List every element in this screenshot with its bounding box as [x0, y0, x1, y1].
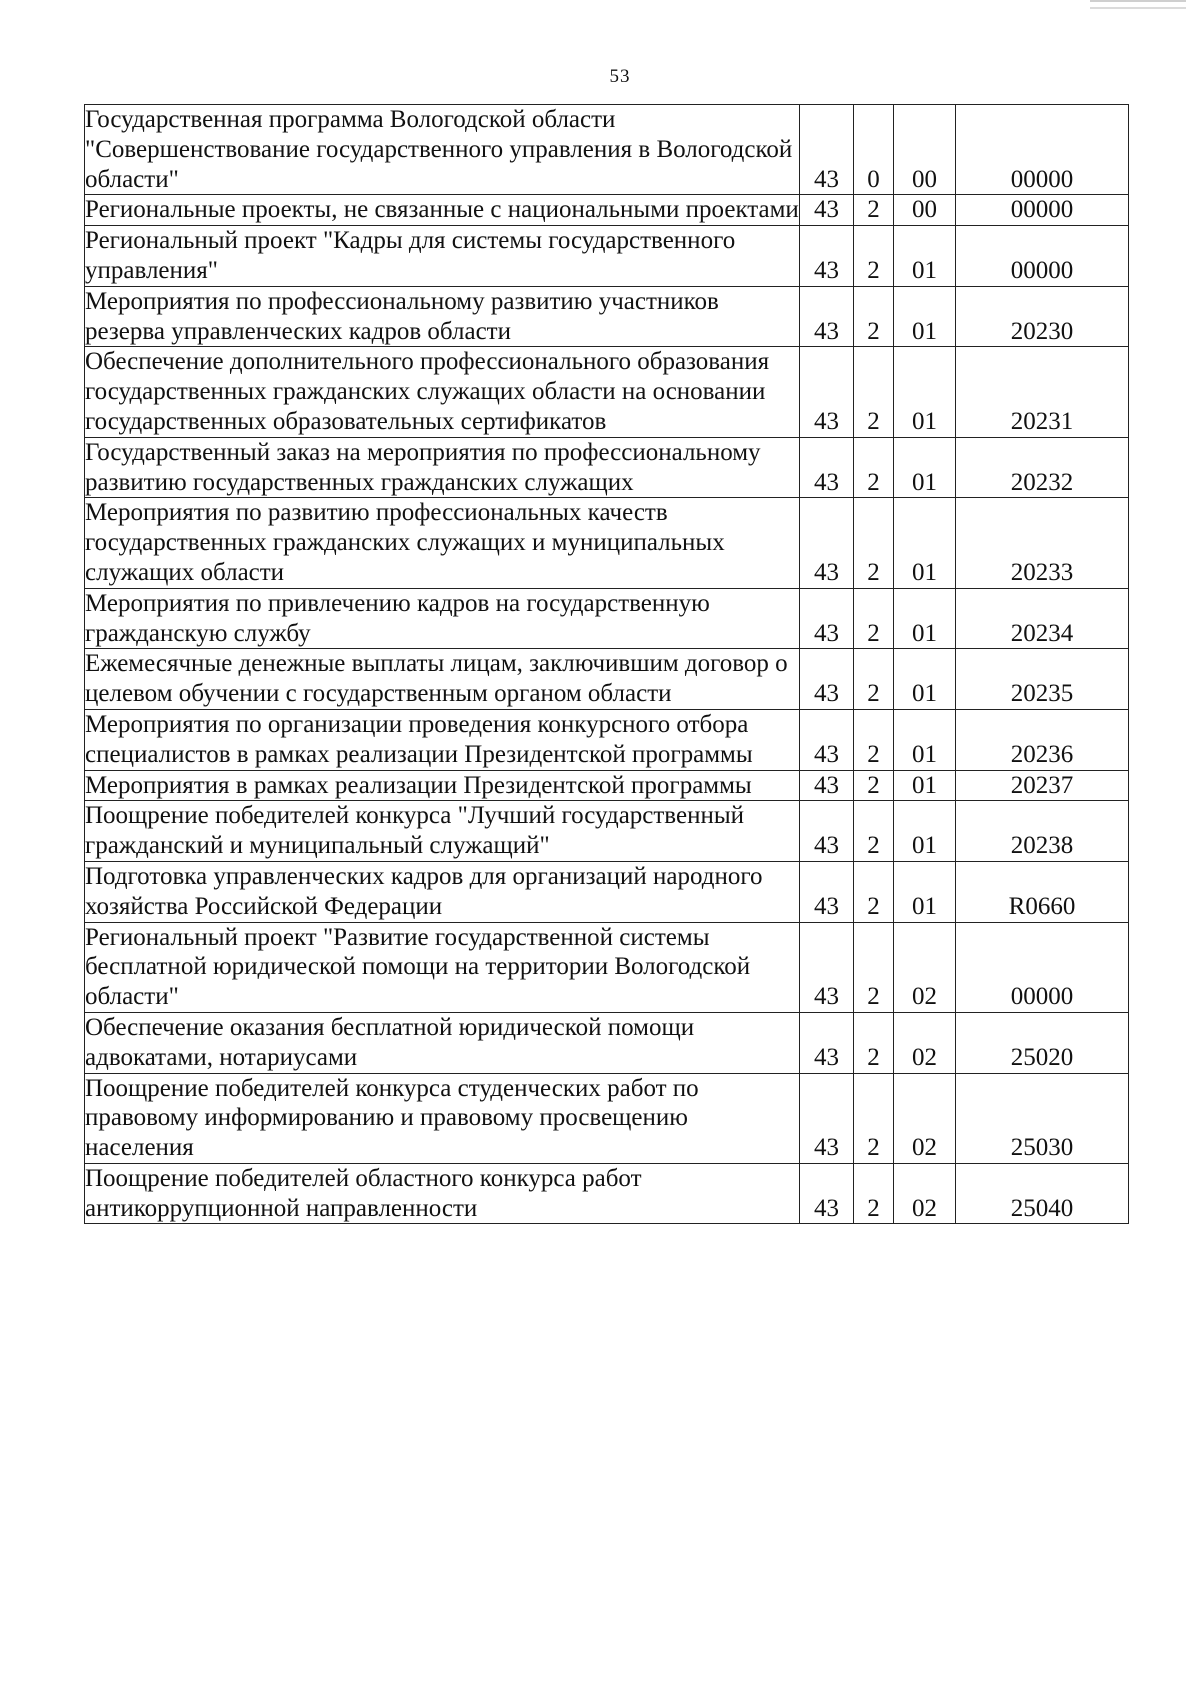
- code-cell-4: 20237: [956, 770, 1129, 801]
- table-row: [85, 498, 1129, 588]
- row-name-cell: Мероприятия по организации проведения конкурсного отбора специалистов в рамках реализации Президентской программы: [85, 709, 800, 770]
- row-name-cell: Обеспечение дополнительного профессионального образования государственных гражданских служащих области на основании государственных образовательных сертификатов: [85, 347, 800, 437]
- budget-code-table: [84, 104, 1129, 1224]
- code-cell-1: 43: [800, 801, 854, 862]
- code-cell-2: 2: [854, 588, 894, 649]
- row-name-cell: Подготовка управленческих кадров для организаций народного хозяйства Российской Федерации: [85, 861, 800, 922]
- code-cell-3: 02: [894, 1163, 956, 1224]
- code-cell-4: 00000: [956, 195, 1129, 226]
- code-cell-3: 02: [894, 1073, 956, 1163]
- table-row: [85, 1163, 1129, 1224]
- table-row: [85, 105, 1129, 195]
- code-cell-1: 43: [800, 1163, 854, 1224]
- code-cell-4: 00000: [956, 105, 1129, 195]
- code-cell-4: 20230: [956, 286, 1129, 347]
- code-cell-4: 25030: [956, 1073, 1129, 1163]
- code-cell-4: 20236: [956, 709, 1129, 770]
- row-name-cell: Государственный заказ на мероприятия по профессиональному развитию государственных гражданских служащих: [85, 437, 800, 498]
- row-name-cell: Региональный проект "Развитие государственной системы бесплатной юридической помощи на территории Вологодской области": [85, 922, 800, 1012]
- code-cell-1: 43: [800, 437, 854, 498]
- code-cell-2: 2: [854, 1073, 894, 1163]
- code-cell-3: 01: [894, 437, 956, 498]
- code-cell-4: 00000: [956, 226, 1129, 287]
- code-cell-1: 43: [800, 588, 854, 649]
- code-cell-4: 20235: [956, 649, 1129, 710]
- code-cell-3: 01: [894, 649, 956, 710]
- page-number: 53: [609, 66, 631, 87]
- table-row: [85, 195, 1129, 226]
- row-name-cell: Мероприятия по профессиональному развитию участников резерва управленческих кадров области: [85, 286, 800, 347]
- code-cell-2: 2: [854, 801, 894, 862]
- code-cell-3: 01: [894, 801, 956, 862]
- code-cell-2: 2: [854, 1012, 894, 1073]
- code-cell-2: 2: [854, 922, 894, 1012]
- code-cell-4: 20238: [956, 801, 1129, 862]
- row-name-cell: Поощрение победителей конкурса "Лучший государственный гражданский и муниципальный служащий": [85, 801, 800, 862]
- row-name-cell: Мероприятия по развитию профессиональных качеств государственных гражданских служащих и муниципальных служащих области: [85, 498, 800, 588]
- row-name-cell: Обеспечение оказания бесплатной юридической помощи адвокатами, нотариусами: [85, 1012, 800, 1073]
- code-cell-1: 43: [800, 286, 854, 347]
- code-cell-4: R0660: [956, 861, 1129, 922]
- code-cell-3: 00: [894, 195, 956, 226]
- table-row: [85, 1012, 1129, 1073]
- code-cell-4: 25040: [956, 1163, 1129, 1224]
- code-cell-4: 20232: [956, 437, 1129, 498]
- code-cell-3: 01: [894, 498, 956, 588]
- code-cell-2: 2: [854, 649, 894, 710]
- code-cell-2: 2: [854, 1163, 894, 1224]
- code-cell-2: 2: [854, 861, 894, 922]
- code-cell-2: 2: [854, 709, 894, 770]
- code-cell-2: 2: [854, 498, 894, 588]
- code-cell-3: 01: [894, 286, 956, 347]
- code-cell-1: 43: [800, 1012, 854, 1073]
- table-row: [85, 437, 1129, 498]
- code-cell-1: 43: [800, 226, 854, 287]
- row-name-cell: Поощрение победителей областного конкурса работ антикоррупционной направленности: [85, 1163, 800, 1224]
- row-name-cell: Мероприятия по привлечению кадров на государственную гражданскую службу: [85, 588, 800, 649]
- budget-code-table-body: [85, 105, 1129, 1224]
- code-cell-3: 00: [894, 105, 956, 195]
- scan-corner-mark: [1090, 0, 1186, 9]
- table-row: [85, 801, 1129, 862]
- code-cell-2: 2: [854, 437, 894, 498]
- table-row: [85, 922, 1129, 1012]
- code-cell-2: 0: [854, 105, 894, 195]
- row-name-cell: Региональные проекты, не связанные с национальными проектами: [85, 195, 800, 226]
- table-row: [85, 709, 1129, 770]
- code-cell-1: 43: [800, 922, 854, 1012]
- code-cell-2: 2: [854, 347, 894, 437]
- code-cell-4: 00000: [956, 922, 1129, 1012]
- code-cell-1: 43: [800, 1073, 854, 1163]
- code-cell-3: 01: [894, 588, 956, 649]
- code-cell-1: 43: [800, 498, 854, 588]
- code-cell-1: 43: [800, 195, 854, 226]
- table-row: [85, 1073, 1129, 1163]
- code-cell-1: 43: [800, 861, 854, 922]
- code-cell-3: 02: [894, 922, 956, 1012]
- row-name-cell: Ежемесячные денежные выплаты лицам, заключившим договор о целевом обучении с государственным органом области: [85, 649, 800, 710]
- code-cell-3: 01: [894, 347, 956, 437]
- code-cell-4: 20231: [956, 347, 1129, 437]
- code-cell-3: 02: [894, 1012, 956, 1073]
- code-cell-1: 43: [800, 347, 854, 437]
- code-cell-1: 43: [800, 770, 854, 801]
- table-row: [85, 347, 1129, 437]
- table-row: [85, 861, 1129, 922]
- code-cell-4: 20233: [956, 498, 1129, 588]
- code-cell-3: 01: [894, 770, 956, 801]
- code-cell-4: 20234: [956, 588, 1129, 649]
- code-cell-1: 43: [800, 105, 854, 195]
- row-name-cell: Мероприятия в рамках реализации Президентской программы: [85, 770, 800, 801]
- row-name-cell: Государственная программа Вологодской области "Совершенствование государственного управления в Вологодской области": [85, 105, 800, 195]
- code-cell-2: 2: [854, 226, 894, 287]
- code-cell-3: 01: [894, 709, 956, 770]
- table-row: [85, 770, 1129, 801]
- row-name-cell: Региональный проект "Кадры для системы государственного управления": [85, 226, 800, 287]
- code-cell-2: 2: [854, 195, 894, 226]
- code-cell-2: 2: [854, 286, 894, 347]
- code-cell-3: 01: [894, 226, 956, 287]
- code-cell-4: 25020: [956, 1012, 1129, 1073]
- code-cell-3: 01: [894, 861, 956, 922]
- table-row: [85, 286, 1129, 347]
- row-name-cell: Поощрение победителей конкурса студенческих работ по правовому информированию и правовому просвещению населения: [85, 1073, 800, 1163]
- table-row: [85, 649, 1129, 710]
- code-cell-1: 43: [800, 649, 854, 710]
- table-row: [85, 226, 1129, 287]
- code-cell-1: 43: [800, 709, 854, 770]
- code-cell-2: 2: [854, 770, 894, 801]
- table-row: [85, 588, 1129, 649]
